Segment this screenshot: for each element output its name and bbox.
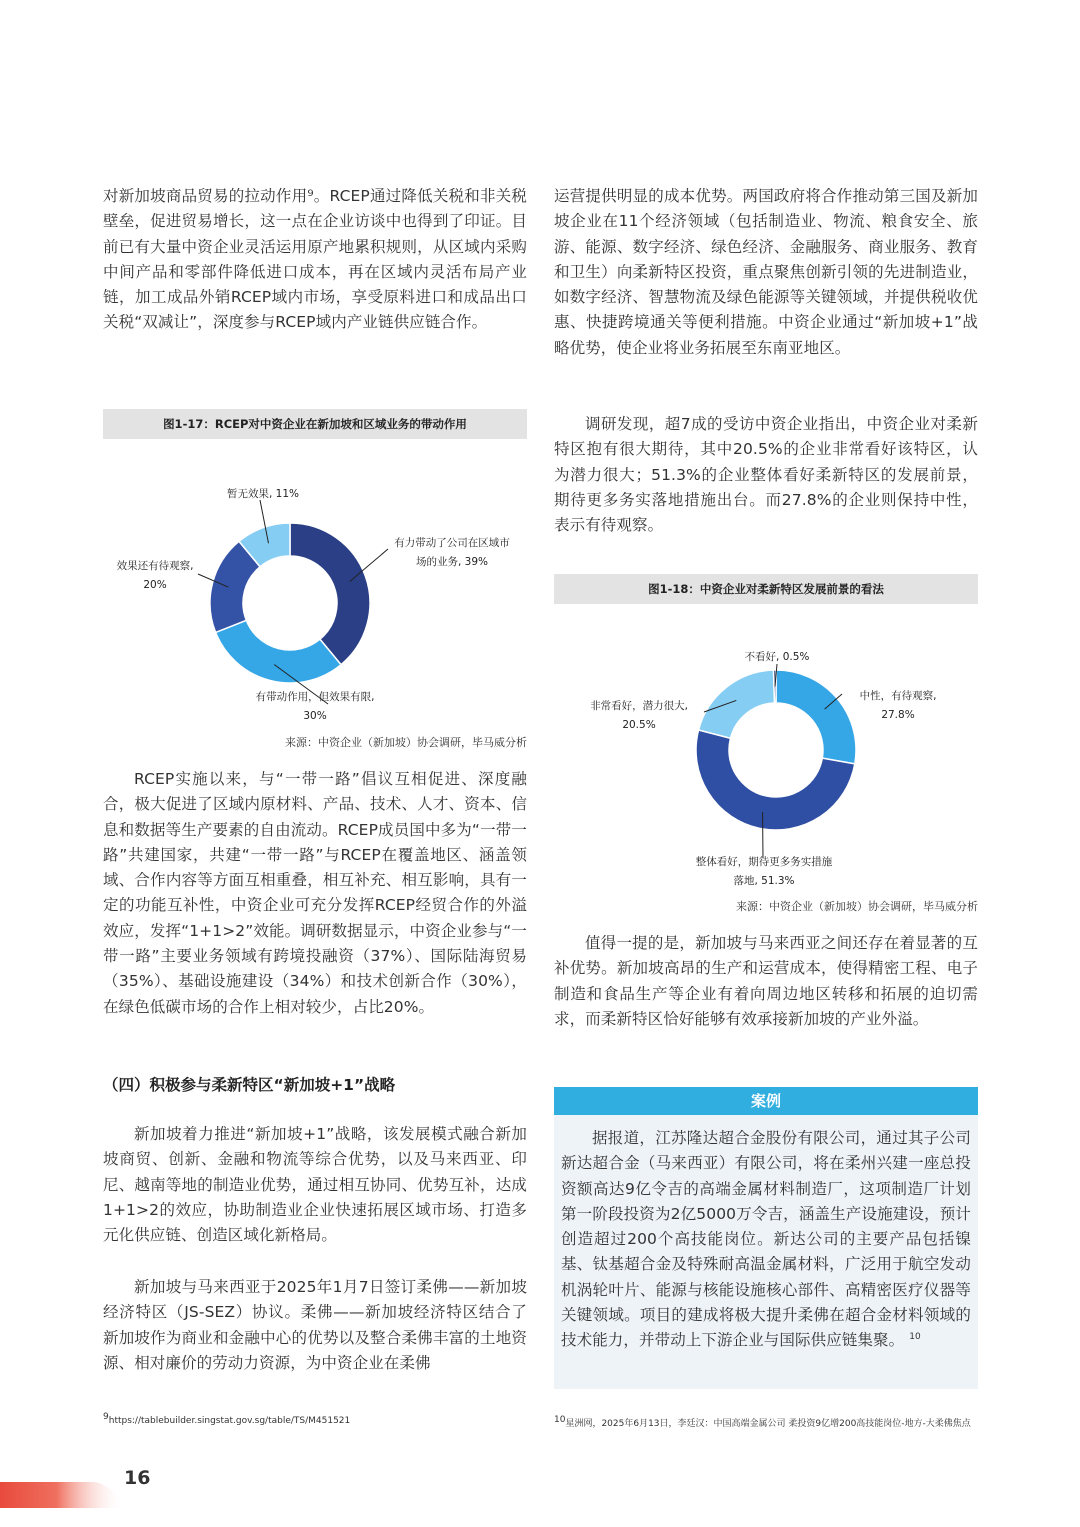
footnote-left-text: https://tablebuilder.singstat.gov.sg/table/TS/M451521 [108, 1416, 351, 1426]
right-paragraph-1: 运营提供明显的成本优势。两国政府将合作推动第三国及新加坡企业在11个经济领域（包括制造业、物流、粮食安全、旅游、能源、数字经济、绿色经济、金融服务、商业服务、教育和卫生）向柔新特区投资，重点聚焦创新引领的先进制造业，如数字经济、智慧物流及绿色能源等关键领域，并提供税收优惠、快捷跨境通关等便利措施。中资企业通过“新加坡+1”战略优势，使企业将业务拓展至东南亚地区。 [554, 187, 978, 357]
left-paragraph-1: 对新加坡商品贸易的拉动作用⁹。RCEP通过降低关税和非关税壁垒，促进贸易增长，这一点在企业访谈中也得到了印证。目前已有大量中资企业灵活运用原产地累积规则，从区域内采购中间产品和零部件降低进口成本，再在区域内灵活布局产业链，加工成品外销RCEP域内市场，享受原料进口和成品出口关税“双减让”，深度参与RCEP域内产业链供应链合作。 [103, 187, 527, 332]
chart18-label-2-value: 落地, 51.3% [733, 875, 795, 887]
footnote-right-text: 星洲网，2025年6月13日，李廷汉：中国高端金属公司 柔投资9亿增200高技能岗位-地方-大柔佛焦点 [565, 1419, 971, 1429]
case-footnote-ref: 10 [909, 1332, 921, 1343]
figure-1-17 [103, 409, 527, 750]
chart17-label-2: 有带动作用，但效果有限, [255, 691, 375, 703]
right-paragraph-2: 调研发现，超7成的受访中资企业指出，中资企业对柔新特区抱有很大期待，其中20.5%的企业非常看好该特区，认为潜力很大；51.3%的企业整体看好柔新特区的发展前景，期待更多务实落地措施出台。而27.8%的企业则保持中性，表示有待观察。 [554, 415, 978, 535]
chart17-label-2-value: 30% [303, 710, 327, 722]
figure-1-18-donut-chart [554, 604, 978, 898]
section-heading: （四）积极参与柔新特区“新加坡+1”战略 [103, 1076, 396, 1094]
case-text-body: 据报道，江苏隆达超合金股份有限公司，通过其子公司新达超合金（马来西亚）有限公司，将在柔州兴建一座总投资额高达9亿令吉的高端金属材料制造厂，这项制造厂计划第一阶段投资为2亿5000万令吉，涵盖生产设施建设，预计创造超过200个高技能岗位。新达公司的主要产品包括镍基、钛基超合金及特殊耐高温金属材料，广泛用于航空发动机涡轮叶片、能源与核能设施核心部件、高精密医疗仪器等关键领域。项目的建成将极大提升柔佛在超合金材料领域的技术能力，并带动上下游企业与国际供应链集聚。 [561, 1129, 971, 1350]
footnote-right [554, 1416, 971, 1429]
figure-1-17-title: 图1-17：RCEP对中资企业在新加坡和区域业务的带动作用 [103, 409, 527, 439]
footnote-left [103, 1412, 351, 1426]
chart17-label-3-value: 20% [143, 579, 167, 591]
left-paragraph-3: 新加坡着力推进“新加坡+1”战略，该发展模式融合新加坡商贸、创新、金融和物流等综合优势，以及马来西亚、印尼、越南等地的制造业优势，通过相互协同、优势互补，达成1+1>2的效应，协助制造业企业快速拓展区域市场、打造多元化供应链、创造区域化新格局。 [103, 1125, 527, 1245]
chart18-label-3: 非常看好，潜力很大, [590, 700, 688, 712]
figure-1-17-donut-chart [103, 439, 527, 734]
chart17-label-1-value: 场的业务, 39% [415, 556, 489, 568]
footnote-right-num: 10 [554, 1415, 566, 1425]
chart18-label-2: 整体看好，期待更多务实措施 [695, 856, 833, 868]
chart18-slice-3 [699, 670, 775, 738]
figure-1-18-title: 图1-18：中资企业对柔新特区发展前景的看法 [554, 574, 978, 604]
page-number: 16 [124, 1467, 151, 1489]
chart18-label-1: 中性，有待观察, [859, 690, 937, 702]
figure-1-17-source: 来源：中资企业（新加坡）协会调研，毕马威分析 [285, 736, 527, 749]
chart18-label-3-value: 20.5% [622, 719, 656, 731]
left-paragraph-4: 新加坡与马来西亚于2025年1月7日签订柔佛——新加坡经济特区（JS-SEZ）协议。柔佛——新加坡经济特区结合了新加坡作为商业和金融中心的优势以及整合柔佛丰富的土地资源、相对廉价的劳动力资源，为中资企业在柔佛 [103, 1278, 527, 1372]
chart18-slice-1 [776, 670, 856, 764]
right-paragraph-3: 值得一提的是，新加坡与马来西亚之间还存在着显著的互补优势。新加坡高昂的生产和运营成本，使得精密工程、电子制造和食品生产等企业有着向周边地区转移和拓展的迫切需求，而柔新特区恰好能够有效承接新加坡的产业外溢。 [554, 934, 978, 1028]
left-paragraph-2: RCEP实施以来，与“一带一路”倡议互相促进、深度融合，极大促进了区域内原材料、产品、技术、人才、资本、信息和数据等生产要素的自由流动。RCEP成员国中多为“一带一路”共建国家，共建“一带一路”与RCEP在覆盖地区、涵盖领域、合作内容等方面互相重叠，相互补充、相互影响，具有一定的功能互补性，中资企业可充分发挥RCEP经贸合作的外溢效应，发挥“1+1>2”效能。调研数据显示，中资企业参与“一带一路”主要业务领域有跨境投融资（37%）、国际陆海贸易（35%）、基础设施建设（34%）和技术创新合作（30%），在绿色低碳市场的合作上相对较少，占比20%。 [103, 770, 527, 1016]
chart17-label-1: 有力带动了公司在区域市 [394, 537, 510, 549]
case-text [561, 1126, 971, 1354]
chart17-label-3: 效果还有待观察, [116, 560, 194, 572]
chart17-slice-2 [216, 620, 341, 683]
chart17-slice-1 [290, 523, 370, 665]
chart17-label-4: 暂无效果, 11% [226, 488, 300, 500]
case-header: 案例 [554, 1087, 978, 1115]
footnote-left-num: 9 [103, 1412, 109, 1422]
chart18-label-4: 不看好, 0.5% [744, 651, 810, 663]
figure-1-18-source: 来源：中资企业（新加坡）协会调研，毕马威分析 [736, 900, 978, 913]
case-box [554, 1115, 978, 1389]
chart18-label-1-value: 27.8% [881, 709, 915, 721]
figure-1-18 [554, 574, 978, 914]
